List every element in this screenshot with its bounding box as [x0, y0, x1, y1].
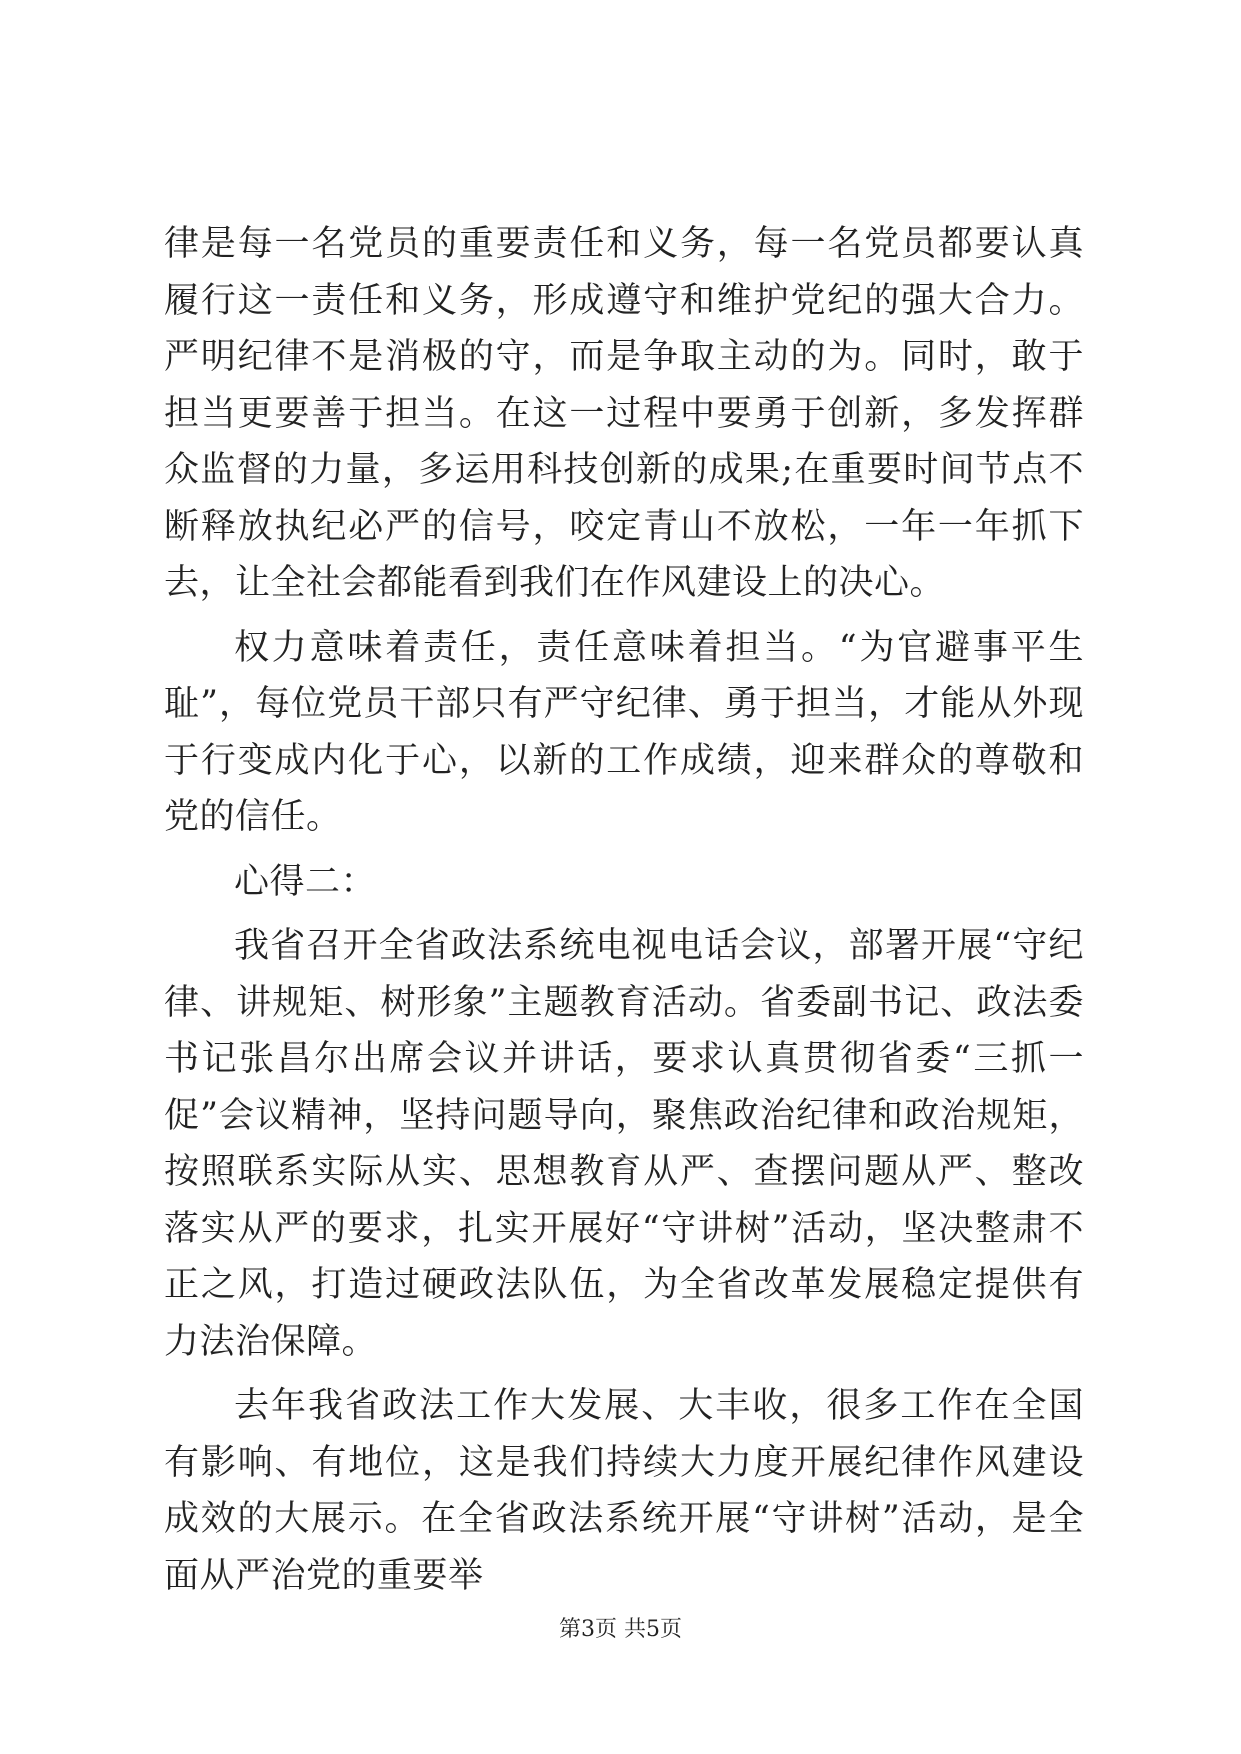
paragraph-power-responsibility: 权力意味着责任，责任意味着担当。“为官避事平生耻”，每位党员干部只有严守纪律、勇于担当，才能从外现于行变成内化于心，以新的工作成绩，迎来群众的尊敬和党的信任。 — [164, 627, 1084, 837]
document-body — [164, 216, 1084, 1604]
paragraph-continuation: 律是每一名党员的重要责任和义务，每一名党员都要认真履行这一责任和义务，形成遵守和维护党纪的强大合力。严明纪律不是消极的守，而是争取主动的为。同时，敢于担当更要善于担当。在这一过程中要勇于创新，多发挥群众监督的力量，多运用科技创新的成果;在重要时间节点不断释放执纪必严的信号，咬定青山不放松，一年一年抓下去，让全社会都能看到我们在作风建设上的决心。 — [164, 224, 1084, 603]
page-number-footer: 第3页 共5页 — [559, 1617, 682, 1642]
paragraph-last-year: 去年我省政法工作大发展、大丰收，很多工作在全国有影响、有地位，这是我们持续大力度开展纪律作风建设成效的大展示。在全省政法系统开展“守讲树”活动，是全面从严治党的重要举 — [164, 1386, 1084, 1596]
paragraph-conference: 我省召开全省政法系统电视电话会议，部署开展“守纪律、讲规矩、树形象”主题教育活动。省委副书记、政法委书记张昌尔出席会议并讲话，要求认真贯彻省委“三抓一促”会议精神，坚持问题导向，聚焦政治纪律和政治规矩，按照联系实际从实、思想教育从严、查摆问题从严、整改落实从严的要求，扎实开展好“守讲树”活动，坚决整肃不正之风，打造过硬政法队伍，为全省改革发展稳定提供有力法治保障。 — [164, 926, 1084, 1362]
section-heading-xinde-er: 心得二： — [234, 861, 377, 902]
